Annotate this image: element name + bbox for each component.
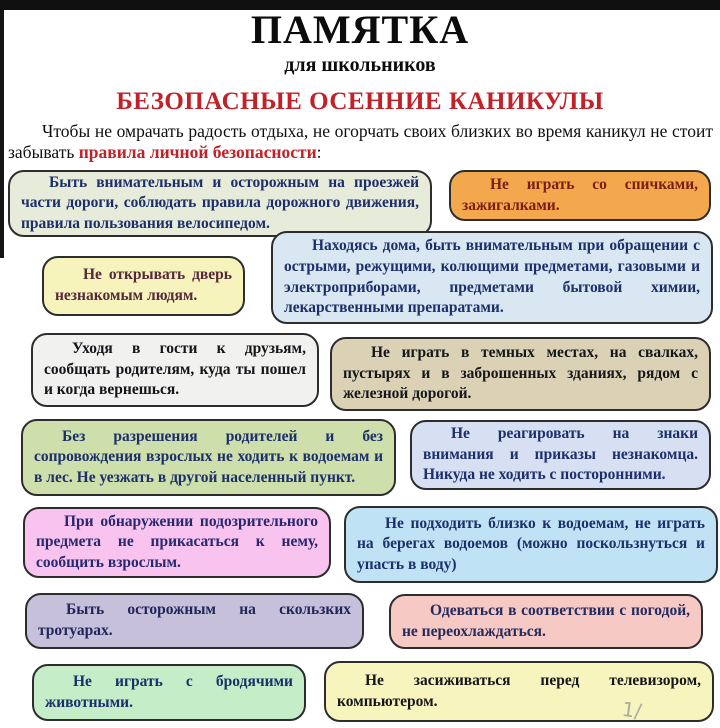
rule-card-matches: [449, 170, 711, 221]
intro-paragraph: [8, 121, 713, 164]
intro-text: Чтобы не омрачать радость отдыха, не огорчать своих близких во время каникул не стоит забывать: [8, 121, 713, 163]
rule-card-water-forest: [21, 419, 396, 496]
rule-card-suspicious-object: [23, 507, 331, 578]
rule-card-road-safety: [8, 170, 432, 237]
intro-suffix: :: [316, 142, 322, 163]
rule-card-door: [42, 256, 245, 316]
rule-text: При обнаружении подозрительного предмета не прикасаться к нему, сообщить взрослым.: [36, 512, 318, 571]
page-subtitle: для школьников: [284, 54, 436, 76]
section-heading: БЕЗОПАСНЫЕ ОСЕННИЕ КАНИКУЛЫ: [116, 88, 604, 115]
rule-text: Не реагировать на знаки внимания и приказы незнакомца. Никуда не ходить с посторонними.: [423, 425, 698, 484]
rule-card-stray-animals: [32, 664, 306, 721]
rule-text: Быть внимательным и осторожным на проезжей части дороги, соблюдать правила дорожного движения, правила пользования велосипедом.: [21, 173, 419, 232]
rule-card-tv-computer: [324, 661, 714, 722]
rule-card-visiting-friends: [31, 333, 319, 407]
rule-text: Уходя в гости к друзьям, сообщать родителям, куда ты пошел и когда вернешься.: [44, 340, 306, 399]
rule-text: Не играть со спичками, зажигалками.: [462, 175, 698, 214]
rule-text: Не играть с бродячими животными.: [45, 672, 293, 711]
rule-card-dark-places: [330, 337, 711, 411]
pencil-mark: 1/: [620, 696, 644, 724]
rule-text: Одеваться в соответствии с погодой, не переохлаждаться.: [402, 601, 690, 640]
rule-text: Не открывать дверь незнакомым людям.: [55, 266, 232, 304]
page-title: ПАМЯТКА: [250, 7, 470, 52]
rule-card-home-hazards: [271, 231, 713, 324]
rule-text: Находясь дома, быть внимательным при обращении с острыми, режущими, колющими предметами, газовыми и электроприборами, предметами бытовой химии, лекарственными препаратами.: [284, 237, 700, 317]
rule-card-water-banks: [344, 506, 718, 583]
rule-card-dress-for-weather: [389, 594, 703, 649]
rule-text: Не подходить близко к водоемам, не играть на берегах водоемов (можно поскользнуться и упасть в воду): [357, 514, 705, 573]
rule-text: Быть осторожным на скользких тротуарах.: [38, 601, 351, 639]
rule-text: Не засиживаться перед телевизором, компьютером.: [337, 671, 701, 710]
rule-card-strangers: [410, 420, 711, 490]
intro-highlight: правила личной безопасности: [78, 142, 317, 163]
rule-text: Не играть в темных местах, на свалках, пустырях и в заброшенных зданиях, рядом с железной дорогой.: [343, 344, 698, 403]
rule-card-slippery-sidewalk: [25, 593, 364, 649]
rule-text: Без разрешения родителей и без сопровождения взрослых не ходить к водоемам и в лес. Не уезжать в другой населенный пункт.: [34, 427, 383, 486]
